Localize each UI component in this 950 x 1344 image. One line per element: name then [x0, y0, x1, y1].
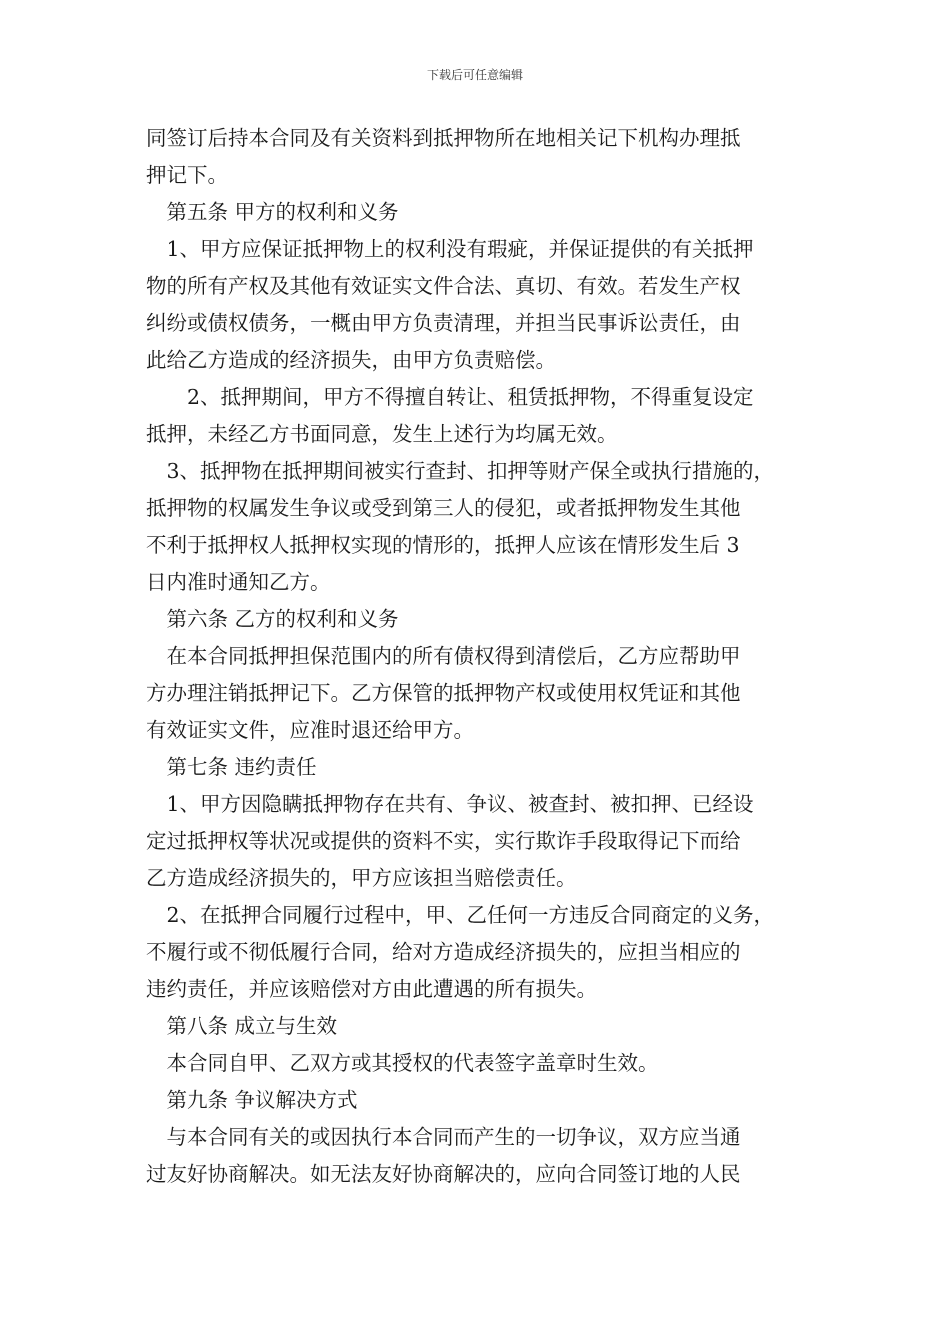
text-line: 物的所有产权及其他有效证实文件合法、真切、有效。若发生产权 [146, 274, 741, 298]
text-line: 2、抵押期间，甲方不得擅自转让、租赁抵押物，不得重复设定 [146, 385, 754, 409]
text-line: 此给乙方造成的经济损失，由甲方负责赔偿。 [146, 348, 556, 372]
text-line: 过友好协商解决。如无法友好协商解决的，应向合同签订地的人民 [146, 1162, 741, 1186]
page-header: 下载后可任意编辑 [426, 68, 523, 82]
text-line: 不履行或不彻低履行合同，给对方造成经济损失的，应担当相应的 [146, 940, 741, 964]
text-line: 1、甲方应保证抵押物上的权利没有瑕疵，并保证提供的有关抵押 [146, 237, 754, 261]
text-line: 定过抵押权等状况或提供的资料不实，实行欺诈手段取得记下而给 [146, 829, 741, 853]
text-line: 同签订后持本合同及有关资料到抵押物所在地相关记下机构办理抵 [146, 126, 741, 150]
text-line: 方办理注销抵押记下。乙方保管的抵押物产权或使用权凭证和其他 [146, 681, 741, 705]
text-line: 第九条 争议解决方式 [146, 1088, 358, 1112]
text-line: 抵押，未经乙方书面同意，发生上述行为均属无效。 [146, 422, 618, 446]
text-line: 与本合同有关的或因执行本合同而产生的一切争议，双方应当通 [146, 1125, 741, 1149]
text-line: 日内准时通知乙方。 [146, 570, 331, 594]
text-line: 不利于抵押权人抵押权实现的情形的，抵押人应该在情形发生后 3 [146, 533, 740, 557]
text-line: 第八条 成立与生效 [146, 1014, 338, 1038]
text-line: 有效证实文件，应准时退还给甲方。 [146, 718, 474, 742]
text-line: 违约责任，并应该赔偿对方由此遭遇的所有损失。 [146, 977, 597, 1001]
text-line: 1、甲方因隐瞒抵押物存在共有、争议、被查封、被扣押、已经设 [146, 792, 754, 816]
text-line: 3、抵押物在抵押期间被实行查封、扣押等财产保全或执行措施的， [146, 459, 775, 483]
text-line: 本合同自甲、乙双方或其授权的代表签字盖章时生效。 [146, 1051, 659, 1075]
text-line: 抵押物的权属发生争议或受到第三人的侵犯，或者抵押物发生其他 [146, 496, 741, 520]
text-line: 2、在抵押合同履行过程中，甲、乙任何一方违反合同商定的义务， [146, 903, 775, 927]
text-line: 第六条 乙方的权利和义务 [146, 607, 399, 631]
text-line: 乙方造成经济损失的，甲方应该担当赔偿责任。 [146, 866, 577, 890]
text-line: 第五条 甲方的权利和义务 [146, 200, 399, 224]
text-line: 第七条 违约责任 [146, 755, 317, 779]
text-line: 在本合同抵押担保范围内的所有债权得到清偿后，乙方应帮助甲 [146, 644, 741, 668]
text-line: 纠纷或债权债务，一概由甲方负责清理，并担当民事诉讼责任，由 [146, 311, 741, 335]
text-line: 押记下。 [146, 163, 228, 187]
